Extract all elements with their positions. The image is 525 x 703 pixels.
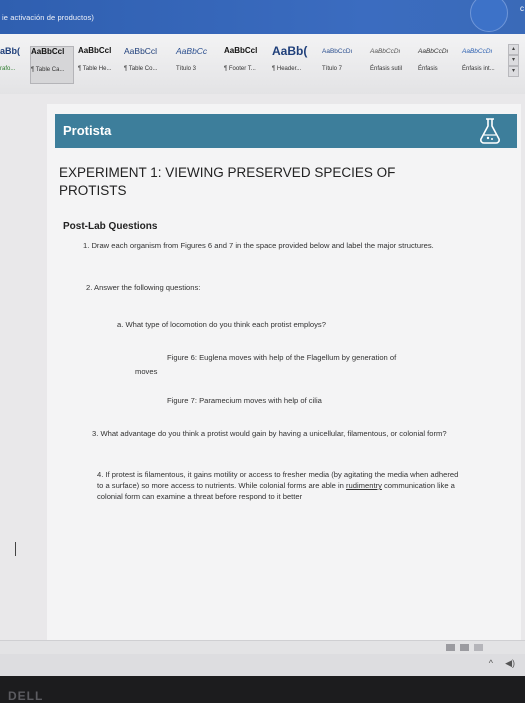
style-item[interactable] [224, 46, 272, 82]
answer-4-text: 4. If protest is filamentous, it gains motility or access to fresher media (by agitating the media when adhered to a surface) so more access to nutrients. While colonial forms are able in [97, 470, 459, 490]
question-3: 3. What advantage do you think a protist would gain by having a unicellular, filamentous, or colonial form? [92, 429, 447, 438]
style-name: rafo... [0, 66, 16, 72]
answer-figure-6: Figure 6: Euglena moves with help of the Flagellum by generation of [167, 353, 397, 362]
style-sample: AaBbCcl [31, 47, 65, 56]
flask-icon [477, 117, 503, 145]
styles-gallery [0, 46, 512, 82]
style-item[interactable] [418, 46, 462, 82]
question-1: 1. Draw each organism from Figures 6 and 7 in the space provided below and label the major structures. [83, 241, 434, 250]
style-sample: AaBbCcl [78, 46, 112, 55]
style-name: Título 7 [322, 66, 343, 72]
style-item[interactable] [272, 46, 322, 82]
style-name: ¶ Table Ca... [31, 67, 65, 73]
post-lab-heading: Post-Lab Questions [63, 221, 158, 232]
style-name: Énfasis sutil [370, 66, 403, 72]
style-sample: AaBbCcDı [322, 48, 353, 55]
question-2: 2. Answer the following questions: [86, 283, 201, 292]
style-name: Énfasis [418, 66, 438, 72]
style-item-selected[interactable] [30, 46, 74, 84]
text-cursor-icon [15, 542, 16, 556]
answer-4-underlined-word: rudimentry [346, 481, 382, 490]
monitor-logo: DELL [8, 689, 44, 703]
volume-icon[interactable]: ◀) [505, 658, 515, 668]
section-banner [55, 114, 517, 148]
style-name: Énfasis int... [462, 66, 495, 72]
style-sample: AaBbCcDı [418, 48, 449, 55]
style-name: Título 3 [176, 66, 197, 72]
question-2a: a. What type of locomotion do you think each protist employs? [117, 320, 326, 329]
style-item[interactable] [370, 46, 416, 82]
style-sample: AaBbCcl [224, 46, 258, 55]
account-avatar-icon[interactable] [470, 0, 508, 32]
style-item[interactable] [78, 46, 122, 82]
answer-figure-7: Figure 7: Paramecium moves with help of cilia [167, 396, 322, 405]
style-item[interactable] [462, 46, 502, 82]
gallery-scroll-down-icon[interactable]: ▾ [508, 55, 519, 66]
style-sample: AaBb( [272, 44, 308, 58]
style-sample: AaBbCcDı [370, 48, 401, 55]
banner-title: Protista [63, 123, 112, 138]
answer-4 [97, 469, 459, 502]
style-item[interactable] [124, 46, 172, 82]
document-area [0, 94, 525, 640]
style-sample: AaBbCc [176, 46, 208, 56]
answer-4-text-end: communication like a colonial form can examine a threat before respond to it better [97, 481, 455, 501]
style-item[interactable] [0, 46, 28, 82]
style-name: ¶ Header... [272, 66, 302, 72]
style-sample: AaBbCcDı [462, 48, 493, 55]
answer-figure-6-continued: moves [135, 367, 158, 376]
style-name: ¶ Footer T... [224, 66, 256, 72]
read-mode-icon[interactable] [446, 644, 455, 651]
print-layout-icon[interactable] [460, 644, 469, 651]
window-title: ie activación de productos) [2, 13, 94, 22]
document-page[interactable] [47, 104, 521, 644]
style-item[interactable] [322, 46, 368, 82]
style-sample: AaBbCcl [124, 46, 158, 56]
gallery-more-icon[interactable]: ▾ [508, 66, 519, 77]
window-edge-letter: c [520, 4, 524, 13]
style-name: ¶ Table Co... [124, 66, 158, 72]
tray-chevron-icon[interactable]: ^ [488, 658, 493, 668]
status-bar [0, 640, 525, 655]
style-sample: aBb( [0, 46, 20, 56]
taskbar [0, 654, 525, 676]
style-name: ¶ Table He... [78, 66, 112, 72]
style-item[interactable] [176, 46, 220, 82]
ribbon-styles-group [0, 34, 525, 95]
experiment-title: EXPERIMENT 1: VIEWING PRESERVED SPECIES OF PROTISTS [59, 165, 396, 198]
web-layout-icon[interactable] [474, 644, 483, 651]
gallery-scroll-up-icon[interactable]: ▴ [508, 44, 519, 55]
title-bar [0, 0, 525, 34]
